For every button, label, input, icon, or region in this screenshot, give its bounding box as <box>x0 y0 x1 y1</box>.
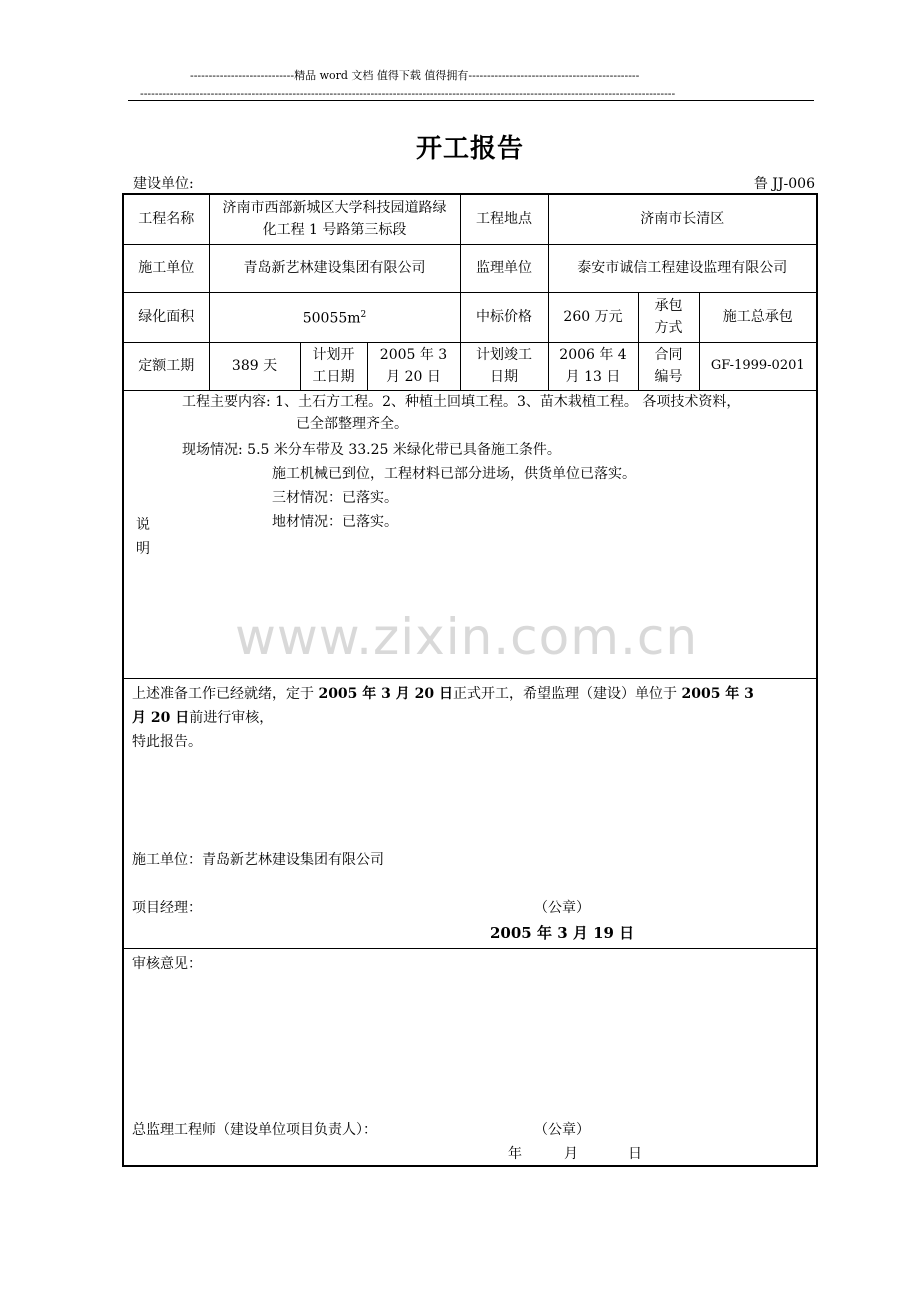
plan-start-label: 计划开工日期 <box>312 347 355 385</box>
page-title: 开工报告 <box>415 134 524 164</box>
supervisor-value: 泰安市诚信工程建设监理有限公司 <box>548 244 817 292</box>
watermark: www.zixin.com.cn <box>235 608 699 666</box>
plan-start-value: 2005 年 3 月 20 日 <box>379 347 448 385</box>
description-line-6: 地材情况：已落实。 <box>272 513 398 530</box>
review-section <box>123 948 817 1166</box>
review-label: 审核意见： <box>132 955 202 972</box>
review-date-bold-a: 2005 年 3 <box>681 685 754 702</box>
form-code: 鲁 JJ-006 <box>753 176 815 192</box>
bid-price-value: 260 万元 <box>548 292 638 342</box>
client-label: 建设单位: <box>133 176 194 192</box>
statement-seal: （公章） <box>534 899 590 916</box>
statement-contractor: 施工单位：青岛新艺林建设集团有限公司 <box>132 851 384 868</box>
bid-price-label: 中标价格 <box>460 292 548 342</box>
contract-mode-label: 承包方式 <box>654 298 683 336</box>
period-value: 389 天 <box>209 342 300 390</box>
area-value: 50055m <box>302 310 361 327</box>
statement-text-1c: 正式开工，希望监理（建设）单位于 <box>453 685 682 702</box>
area-unit-sup: 2 <box>360 310 367 321</box>
description-line-4: 施工机械已到位，工程材料已部分进场，供货单位已落实。 <box>272 465 636 482</box>
description-line-2: 已全部整理齐全。 <box>296 415 408 432</box>
statement-text-1a: 上述准备工作已经就绪，定于 <box>132 685 319 702</box>
statement-date: 2005 年 3 月 19 日 <box>490 923 635 942</box>
area-cell <box>209 292 460 342</box>
area-label: 绿化面积 <box>123 292 209 342</box>
description-line-3: 现场情况: 5.5 米分车带及 33.25 米绿化带已具备施工条件。 <box>182 441 561 458</box>
statement-text-2b: 前进行审核， <box>189 709 274 726</box>
description-line-5: 三材情况：已落实。 <box>272 489 398 506</box>
header-rule <box>128 100 814 101</box>
statement-line-3: 特此报告。 <box>132 733 202 750</box>
review-date-bold-b: 月 20 日 <box>132 709 190 726</box>
chief-engineer-label: 总监理工程师（建设单位项目负责人）： <box>132 1121 377 1138</box>
description-line-1: 工程主要内容: 1、土石方工程。2、种植土回填工程。3、苗木栽植工程。 各项技术资料， <box>182 393 741 410</box>
project-site-value: 济南市长清区 <box>548 194 817 244</box>
review-year: 年 <box>508 1145 522 1162</box>
statement-line-2 <box>132 707 273 729</box>
period-label: 定额工期 <box>123 342 209 390</box>
plan-end-value: 2006 年 4 月 13 日 <box>559 347 627 385</box>
review-month: 月 <box>564 1145 578 1162</box>
start-date-bold: 2005 年 3 月 20 日 <box>318 685 454 702</box>
contract-no-value: GF-1999-0201 <box>699 342 817 390</box>
project-name-value: 济南市西部新城区大学科技园道路绿化工程 1 号路第三标段 <box>222 200 447 239</box>
project-site-label: 工程地点 <box>460 194 548 244</box>
review-day: 日 <box>628 1145 642 1162</box>
report-table <box>122 193 818 1167</box>
supervisor-label: 监理单位 <box>460 244 548 292</box>
plan-end-label: 计划竣工日期 <box>476 347 532 385</box>
project-name-label: 工程名称 <box>123 194 209 244</box>
contract-mode-value: 施工总承包 <box>699 292 817 342</box>
project-manager-label: 项目经理： <box>132 899 202 916</box>
statement-line-1 <box>132 683 754 705</box>
contractor-label: 施工单位 <box>123 244 209 292</box>
header-line-top: ----------------------------精品 word 文档 值得下载 值得拥有---------------------------------------------- <box>190 69 640 82</box>
description-label: 说明 <box>136 516 150 557</box>
statement-section <box>123 678 817 948</box>
review-seal: （公章） <box>534 1121 590 1138</box>
contract-no-label: 合同编号 <box>654 347 683 385</box>
header-line-bottom: ------------------------------------------------------------------------------------------------------------------------------------------------ <box>140 87 676 100</box>
contractor-value: 青岛新艺林建设集团有限公司 <box>209 244 460 292</box>
